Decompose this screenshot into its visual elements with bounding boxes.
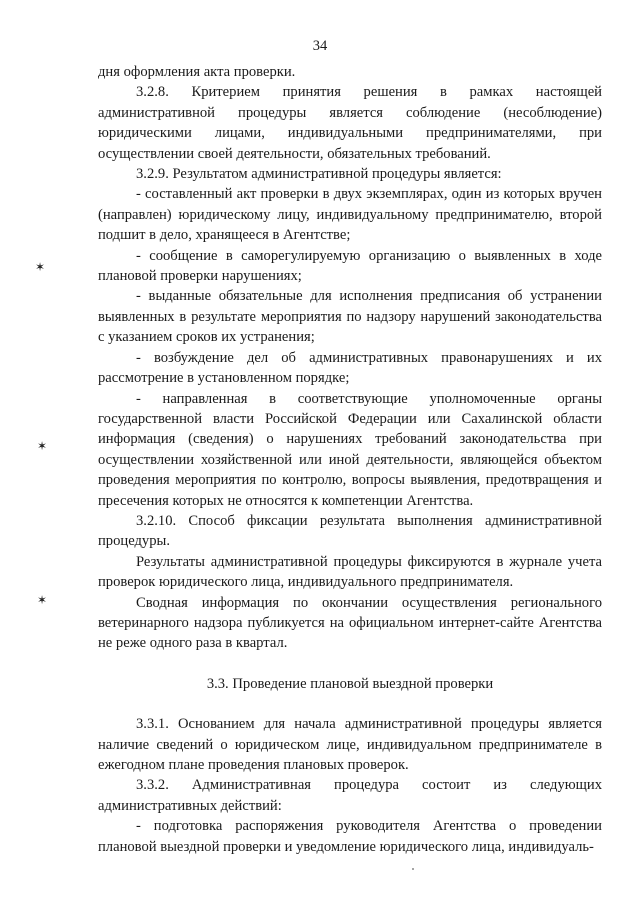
list-item: - сообщение в саморегулируемую организацию о выявленных в ходе плановой проверки нарушениях;: [98, 247, 602, 285]
page-number: 34: [312, 38, 328, 54]
scan-speck: [412, 868, 414, 870]
list-item: - составленный акт проверки в двух экземплярах, один из которых вручен (направлен) юридическому лицу, индивидуальному предпринимателю, второй подшит в дело, хранящееся в Агентстве;: [98, 186, 602, 244]
paragraph: Результаты административной процедуры фиксируются в журнале учета проверок юридического лица, индивидуального предпринимателя.: [98, 553, 602, 591]
margin-mark-icon: ✶: [37, 439, 48, 453]
paragraph: 3.2.10. Способ фиксации результата выполнения административной процедуры.: [98, 512, 602, 550]
paragraph: Сводная информация по окончании осуществления регионального ветеринарного надзора публикуется на официальном интернет-сайте Агентства не реже одного раза в квартал.: [98, 594, 602, 652]
list-item: - возбуждение дел об административных правонарушениях и их рассмотрение в установленном порядке;: [98, 349, 602, 387]
list-item: - направленная в соответствующие уполномоченные органы государственной власти Российской Федерации или Сахалинской области информация (сведения) о нарушениях требований законодательства при осуществлении хозяйственной или иной деятельности, являющейся объектом проведения мероприятия по контролю, вопросы выявления, предотвращения и пресечения которых не относятся к компетенции Агентства.: [98, 390, 602, 509]
section-heading: 3.3. Проведение плановой выездной проверки: [206, 675, 494, 692]
margin-mark-icon: ✶: [37, 593, 48, 607]
margin-mark-icon: ✶: [35, 260, 46, 274]
document-body: [98, 62, 602, 857]
list-item: - выданные обязательные для исполнения предписания об устранении выявленных в результате мероприятия по надзору нарушений законодательства с указанием сроков их устранения;: [98, 288, 602, 346]
paragraph: 3.2.9. Результатом административной процедуры является:: [136, 166, 502, 183]
list-item: - подготовка распоряжения руководителя Агентства о проведении плановой выездной проверки и уведомление юридического лица, индивидуаль-: [98, 818, 602, 855]
paragraph: 3.2.8. Критерием принятия решения в рамках настоящей административной процедуры является соблюдение (несоблюдение) юридическими лицами, индивидуальными предпринимателями, при осуществлении своей деятельности, обязательных требований.: [98, 84, 602, 162]
paragraph: 3.3.2. Административная процедура состоит из следующих административных действий:: [98, 777, 602, 814]
paragraph: 3.3.1. Основанием для начала административной процедуры является наличие сведений о юридическом лице, индивидуальном предпринимателе в ежегодном плане проведения плановых проверок.: [98, 716, 602, 773]
paragraph: дня оформления акта проверки.: [98, 64, 296, 80]
